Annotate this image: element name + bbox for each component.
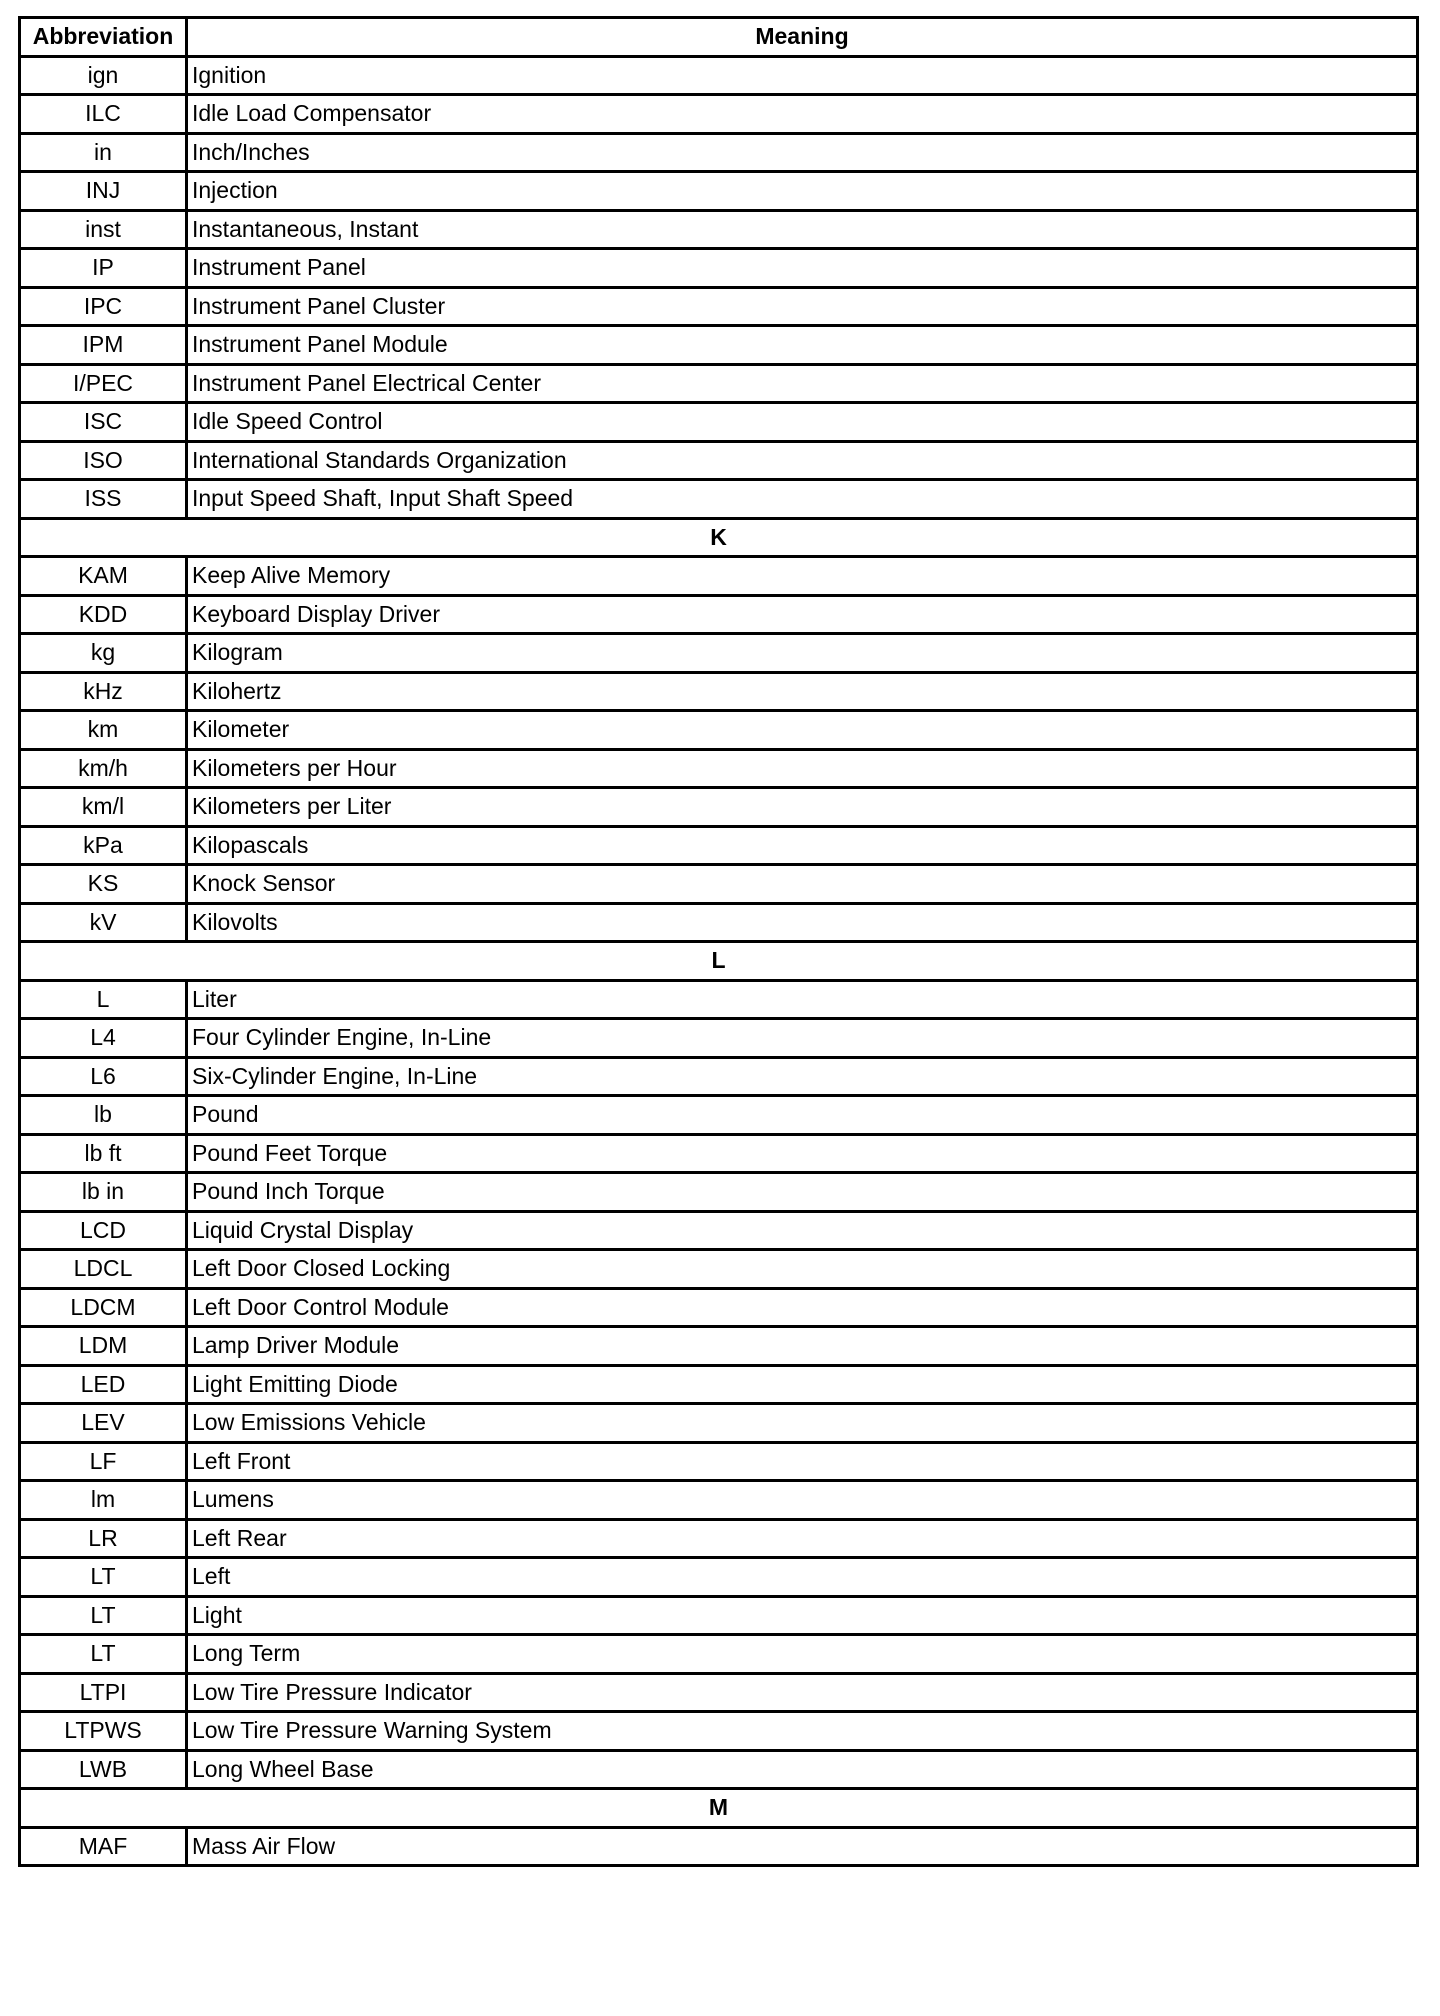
meaning-cell: Kilogram (187, 634, 1418, 673)
meaning-cell: Inch/Inches (187, 133, 1418, 172)
table-row (20, 557, 1418, 596)
abbreviation-cell: ign (20, 56, 187, 95)
table-row (20, 133, 1418, 172)
meaning-cell: Instrument Panel Electrical Center (187, 364, 1418, 403)
table-row (20, 249, 1418, 288)
table-row (20, 1404, 1418, 1443)
table-header-row (20, 18, 1418, 57)
meaning-cell: Kilopascals (187, 826, 1418, 865)
abbreviation-cell: L6 (20, 1057, 187, 1096)
meaning-cell: Ignition (187, 56, 1418, 95)
table-row (20, 1288, 1418, 1327)
header-meaning: Meaning (187, 18, 1418, 57)
meaning-cell: Kilometers per Hour (187, 749, 1418, 788)
abbreviation-cell: LT (20, 1558, 187, 1597)
table-row (20, 865, 1418, 904)
abbreviation-cell: LWB (20, 1750, 187, 1789)
meaning-cell: Injection (187, 172, 1418, 211)
meaning-cell: Knock Sensor (187, 865, 1418, 904)
table-row (20, 788, 1418, 827)
meaning-cell: Kilometer (187, 711, 1418, 750)
table-row (20, 595, 1418, 634)
abbreviation-cell: inst (20, 210, 187, 249)
table-row (20, 672, 1418, 711)
meaning-cell: Four Cylinder Engine, In-Line (187, 1019, 1418, 1058)
table-row (20, 711, 1418, 750)
abbreviation-cell: MAF (20, 1827, 187, 1866)
table-row (20, 1096, 1418, 1135)
section-row (20, 942, 1418, 981)
table-row (20, 172, 1418, 211)
abbreviation-cell: lb (20, 1096, 187, 1135)
table-row (20, 1365, 1418, 1404)
table-body (20, 56, 1418, 1866)
table-row (20, 1442, 1418, 1481)
abbreviation-table (18, 16, 1419, 1867)
abbreviation-cell: LDCM (20, 1288, 187, 1327)
meaning-cell: Light Emitting Diode (187, 1365, 1418, 1404)
meaning-cell: Low Emissions Vehicle (187, 1404, 1418, 1443)
meaning-cell: Instrument Panel Module (187, 326, 1418, 365)
abbreviation-cell: lb ft (20, 1134, 187, 1173)
table-row (20, 1558, 1418, 1597)
meaning-cell: Six-Cylinder Engine, In-Line (187, 1057, 1418, 1096)
abbreviation-cell: km/l (20, 788, 187, 827)
meaning-cell: Left Door Control Module (187, 1288, 1418, 1327)
table-row (20, 1250, 1418, 1289)
table-row (20, 1673, 1418, 1712)
abbreviation-cell: in (20, 133, 187, 172)
table-row (20, 210, 1418, 249)
table-row (20, 326, 1418, 365)
abbreviation-cell: L (20, 980, 187, 1019)
table-row (20, 1173, 1418, 1212)
abbreviation-cell: LED (20, 1365, 187, 1404)
abbreviation-cell: ISS (20, 480, 187, 519)
meaning-cell: Left (187, 1558, 1418, 1597)
section-letter: L (20, 942, 1418, 981)
meaning-cell: International Standards Organization (187, 441, 1418, 480)
meaning-cell: Idle Load Compensator (187, 95, 1418, 134)
meaning-cell: Lamp Driver Module (187, 1327, 1418, 1366)
abbreviation-cell: LTPI (20, 1673, 187, 1712)
abbreviation-cell: IPM (20, 326, 187, 365)
abbreviation-cell: LF (20, 1442, 187, 1481)
meaning-cell: Pound Inch Torque (187, 1173, 1418, 1212)
abbreviation-cell: KAM (20, 557, 187, 596)
section-row (20, 1789, 1418, 1828)
meaning-cell: Instrument Panel Cluster (187, 287, 1418, 326)
table-row (20, 1827, 1418, 1866)
meaning-cell: Kilohertz (187, 672, 1418, 711)
meaning-cell: Pound Feet Torque (187, 1134, 1418, 1173)
abbreviation-cell: LDCL (20, 1250, 187, 1289)
abbreviation-cell: ISO (20, 441, 187, 480)
table-row (20, 1481, 1418, 1520)
meaning-cell: Kilovolts (187, 903, 1418, 942)
meaning-cell: Instrument Panel (187, 249, 1418, 288)
table-row (20, 1519, 1418, 1558)
table-row (20, 1712, 1418, 1751)
table-row (20, 1635, 1418, 1674)
abbreviation-cell: LT (20, 1635, 187, 1674)
section-row (20, 518, 1418, 557)
section-letter: K (20, 518, 1418, 557)
abbreviation-cell: INJ (20, 172, 187, 211)
meaning-cell: Long Term (187, 1635, 1418, 1674)
abbreviation-cell: LEV (20, 1404, 187, 1443)
meaning-cell: Idle Speed Control (187, 403, 1418, 442)
section-letter: M (20, 1789, 1418, 1828)
meaning-cell: Low Tire Pressure Warning System (187, 1712, 1418, 1751)
meaning-cell: Keyboard Display Driver (187, 595, 1418, 634)
table-row (20, 1211, 1418, 1250)
meaning-cell: Lumens (187, 1481, 1418, 1520)
meaning-cell: Instantaneous, Instant (187, 210, 1418, 249)
abbreviation-cell: LTPWS (20, 1712, 187, 1751)
table-row (20, 364, 1418, 403)
meaning-cell: Left Rear (187, 1519, 1418, 1558)
abbreviation-cell: LDM (20, 1327, 187, 1366)
abbreviation-cell: kPa (20, 826, 187, 865)
table-row (20, 1134, 1418, 1173)
table-row (20, 1750, 1418, 1789)
meaning-cell: Low Tire Pressure Indicator (187, 1673, 1418, 1712)
abbreviation-cell: LT (20, 1596, 187, 1635)
table-row (20, 749, 1418, 788)
table-row (20, 1596, 1418, 1635)
table-row (20, 1019, 1418, 1058)
abbreviation-cell: km/h (20, 749, 187, 788)
header-abbreviation: Abbreviation (20, 18, 187, 57)
abbreviation-cell: I/PEC (20, 364, 187, 403)
abbreviation-cell: kHz (20, 672, 187, 711)
meaning-cell: Long Wheel Base (187, 1750, 1418, 1789)
abbreviation-cell: ISC (20, 403, 187, 442)
table-row (20, 1057, 1418, 1096)
table-row (20, 56, 1418, 95)
meaning-cell: Input Speed Shaft, Input Shaft Speed (187, 480, 1418, 519)
meaning-cell: Light (187, 1596, 1418, 1635)
abbreviation-cell: KDD (20, 595, 187, 634)
abbreviation-cell: ILC (20, 95, 187, 134)
abbreviation-cell: L4 (20, 1019, 187, 1058)
abbreviation-cell: lb in (20, 1173, 187, 1212)
meaning-cell: Liquid Crystal Display (187, 1211, 1418, 1250)
abbreviation-cell: kV (20, 903, 187, 942)
abbreviation-cell: LR (20, 1519, 187, 1558)
abbreviation-cell: IPC (20, 287, 187, 326)
meaning-cell: Keep Alive Memory (187, 557, 1418, 596)
table-row (20, 980, 1418, 1019)
abbreviation-cell: IP (20, 249, 187, 288)
table-row (20, 403, 1418, 442)
table-row (20, 826, 1418, 865)
table-row (20, 95, 1418, 134)
table-row (20, 1327, 1418, 1366)
table-row (20, 903, 1418, 942)
abbreviation-cell: KS (20, 865, 187, 904)
abbreviation-cell: lm (20, 1481, 187, 1520)
meaning-cell: Kilometers per Liter (187, 788, 1418, 827)
meaning-cell: Liter (187, 980, 1418, 1019)
abbreviation-cell: km (20, 711, 187, 750)
meaning-cell: Left Front (187, 1442, 1418, 1481)
table-row (20, 634, 1418, 673)
table-row (20, 441, 1418, 480)
abbreviation-cell: LCD (20, 1211, 187, 1250)
table-row (20, 287, 1418, 326)
table-row (20, 480, 1418, 519)
abbreviation-cell: kg (20, 634, 187, 673)
meaning-cell: Mass Air Flow (187, 1827, 1418, 1866)
meaning-cell: Pound (187, 1096, 1418, 1135)
meaning-cell: Left Door Closed Locking (187, 1250, 1418, 1289)
